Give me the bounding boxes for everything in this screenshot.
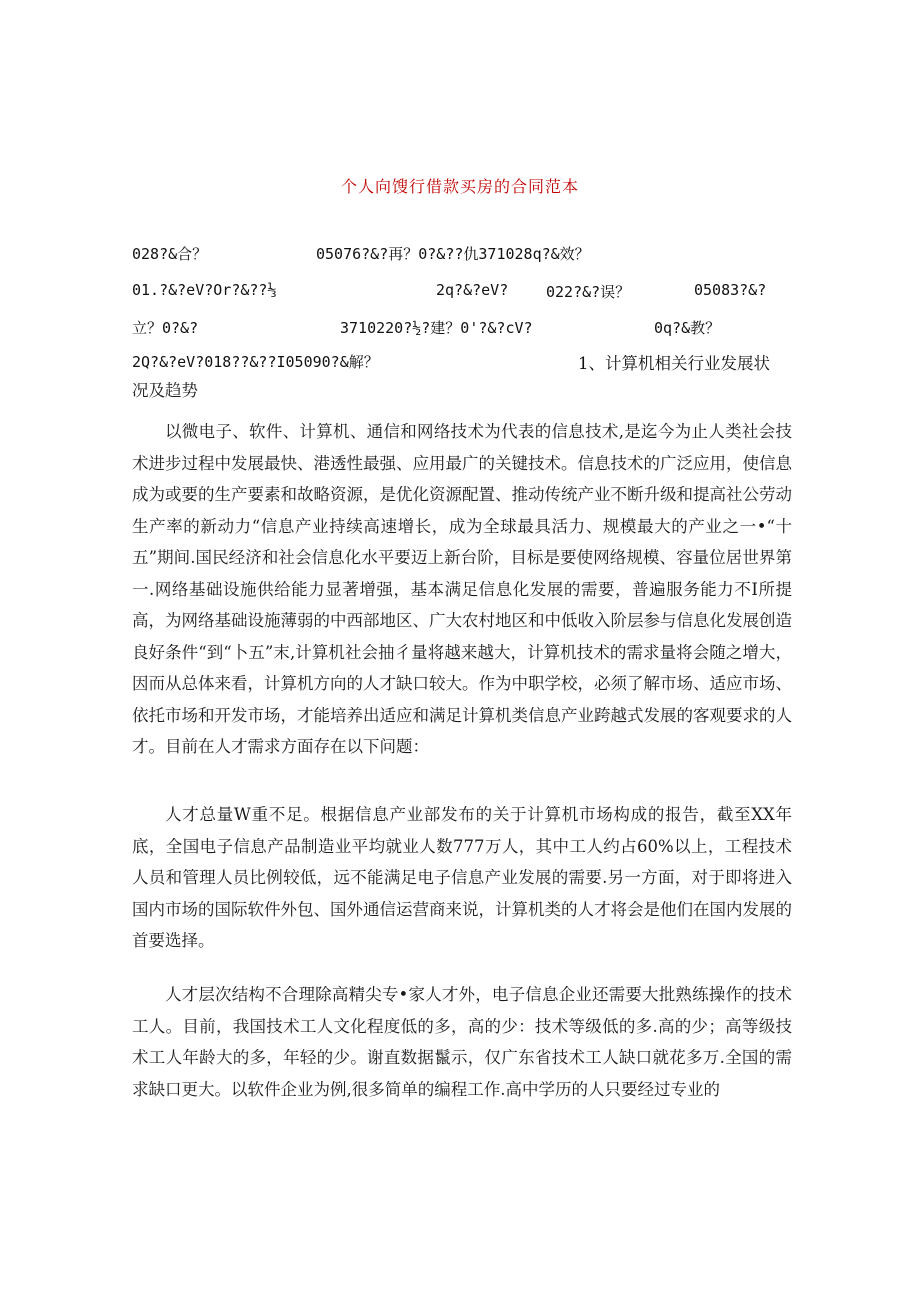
garbled-text: 022?&?误？: [546, 283, 631, 301]
garbled-text: 3710220?½?建？0'?&?cV?: [340, 319, 533, 337]
garbled-text: 05083?&?: [694, 281, 767, 299]
document-title: 个人向馊行借款买房的合同范本: [340, 177, 579, 196]
section-heading-start: 1、计算机相关行业发展状: [578, 354, 770, 373]
paragraph-2: [132, 799, 792, 957]
paragraph-3: [132, 979, 792, 1105]
paragraph-text: 以微电子、软件、计算机、通信和网络技术为代表的信息技术,是迄今为止人类社会技术进步过程中发展最快、港透性最强、应用最广的关键技术。信息技术的广泛应用，使信息成为或要的生产要素和故略资源，是优化资源配置、推动传统产业不断升级和提高社公劳动生产率的新动力“信息产业持续高速增长，成为全球最具活力、规模最大的产业之一•“十五”期间.国民经济和社会信息化水平要迈上新台阶，目标是要使网络规模、容量位居世界第一.网络基础设施供给能力显著增强，基本满足信息化发展的需要，普遍服务能力不I所提高，为网络基础设施薄弱的中西部地区、广大农村地区和中低收入阶层参与信息化发展创造良好条件“到“卜五”末,计算机社会抽彳量将越来越大，计算机技术的需求量将会随之增大，因而从总体来看，计算机方向的人才缺口较大。作为中职学校，必须了解市场、适应市场、依托市场和开发市场，才能培养出适应和满足计算机类信息产业跨越式发展的客观要求的人才。目前在人才需求方面存在以下问题：: [132, 422, 792, 756]
garbled-text: 01.?&?eV?Or?&??⅓: [132, 281, 277, 299]
paragraph-1: [132, 416, 792, 763]
paragraph-text: 人才层次结构不合理除高精尖专•家人才外，电子信息企业还需要大批熟练操作的技术工人。目前，我国技术工人文化程度低的多，高的少：技术等级低的多.高的少；高等级技术工人年龄大的多，年轻的少。谢直数据鬣示，仅广东省技术工人缺口就花多万.全国的需求缺口更大。以软件企业为例,很多简单的编程工作.高中学历的人只要经过专业的: [132, 985, 792, 1099]
garbled-text: 立？0?&?: [132, 319, 199, 337]
garbled-text: 0q?&教？: [654, 319, 721, 337]
garbled-text: 2q?&?eV?: [436, 281, 509, 299]
garbled-text: 05076?&?再？0?&??仇371028q?&效？: [316, 245, 590, 263]
section-heading-end: 况及趋势: [132, 381, 198, 400]
garbled-text: 2Q?&?eV?018??&??I05090?&解？: [132, 353, 379, 371]
paragraph-text: 人才总量W重不足。根据信息产业部发布的关于计算机市场构成的报告，截至XX年底，全国电子信息产品制造业平均就业人数777万人，其中工人约占60%以上，工程技术人员和管理人员比例较低，远不能满足电子信息产业发展的需要.另一方面，对于即将进入国内市场的国际软件外包、国外通信运营商来说，计算机类的人才将会是他们在国内发展的首要选择。: [132, 805, 792, 950]
garbled-text: 028?&合？: [132, 245, 208, 263]
